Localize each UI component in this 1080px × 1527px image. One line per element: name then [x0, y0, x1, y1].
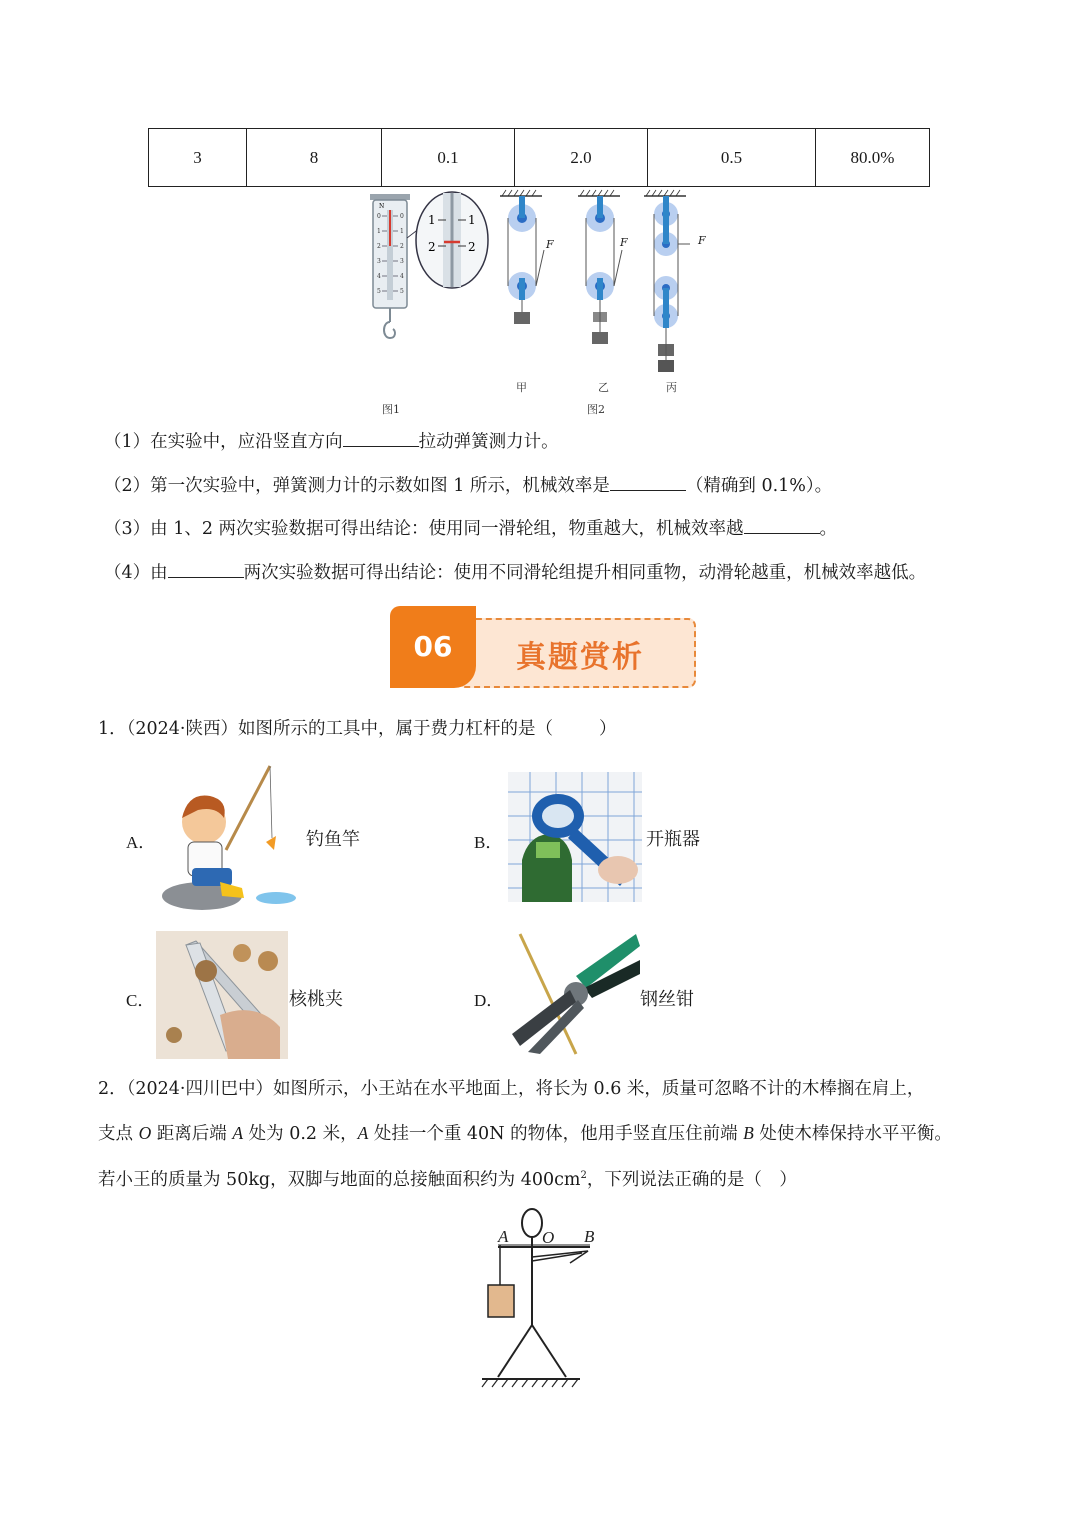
- option-b-letter[interactable]: B．: [474, 833, 503, 852]
- question-text: （3）由 1、2 两次实验数据可得出结论：使用同一滑轮组，物重越大，机械效率越: [104, 519, 744, 539]
- option-d-label[interactable]: 钢丝钳: [640, 989, 694, 1010]
- scale-tick: 3: [377, 258, 381, 265]
- lever-person-diagram: [478, 1205, 602, 1391]
- scale-tick: 0: [377, 213, 381, 220]
- variable: O: [138, 1123, 152, 1143]
- pulley-experiment-figure: [360, 188, 720, 420]
- problem-text: 若小王的质量为 50kg，双脚与地面的总接触面积约为 400cm: [98, 1169, 581, 1190]
- question-text: （1）在实验中，应沿竖直方向: [104, 432, 343, 452]
- scale-tick: 1: [377, 228, 381, 235]
- fishing-rod-image[interactable]: [158, 758, 304, 913]
- problem-text: ，下列说法正确的是（ ）: [586, 1169, 797, 1190]
- point-b-label: B: [584, 1227, 595, 1246]
- figure-2-caption: 图2: [587, 403, 605, 416]
- superscript: 2: [580, 1170, 587, 1181]
- table-cell: 0.1: [382, 129, 515, 187]
- problem-text: 处使木棒保持水平平衡。: [753, 1124, 952, 1144]
- problem-text: 处挂一个重 40N 的物体，他用手竖直压住前端: [368, 1124, 744, 1144]
- variable: A: [357, 1123, 369, 1143]
- scale-unit: N: [379, 203, 385, 210]
- problem-2-line-2: [98, 1121, 952, 1146]
- force-label: F: [698, 234, 706, 247]
- zoom-tick: 1: [428, 213, 436, 227]
- data-table: [148, 128, 930, 187]
- question-2: [104, 472, 832, 498]
- answer-blank[interactable]: [343, 428, 419, 447]
- question-text: 拉动弹簧测力计。: [418, 432, 559, 452]
- setup-label-jia: 甲: [516, 381, 527, 394]
- question-1: [104, 428, 559, 454]
- banner-title: 真题赏析: [516, 640, 644, 675]
- scale-tick: 5: [400, 288, 404, 295]
- problem-2-line-1: 2．（2024·四川巴中）如图所示，小王站在水平地面上，将长为 0.6 米，质量可忽略不计的木棒搁在肩上，: [98, 1079, 925, 1099]
- bottle-opener-image[interactable]: [508, 772, 642, 902]
- question-text: 。: [819, 519, 838, 539]
- figure-1-caption: 图1: [382, 403, 400, 416]
- table-cell: 3: [149, 129, 247, 187]
- answer-blank[interactable]: [744, 515, 820, 534]
- question-3: [104, 515, 837, 541]
- pliers-image[interactable]: [506, 930, 640, 1056]
- setup-label-bing: 丙: [666, 381, 677, 394]
- point-o-label: O: [542, 1228, 555, 1247]
- scale-tick: 3: [400, 258, 404, 265]
- spring-scale-illustration: [370, 192, 488, 338]
- table-cell: 80.0%: [816, 129, 930, 187]
- problem-text: 支点: [98, 1124, 139, 1144]
- option-a-letter[interactable]: A．: [126, 833, 156, 852]
- option-c-label[interactable]: 核桃夹: [289, 989, 343, 1010]
- zoom-tick: 2: [468, 240, 476, 254]
- question-4: [104, 559, 926, 585]
- problem-text: 处为 0.2 米，: [243, 1124, 358, 1144]
- nutcracker-image[interactable]: [156, 931, 288, 1059]
- scale-tick: 5: [377, 288, 381, 295]
- zoom-tick: 2: [428, 240, 436, 254]
- scale-tick: 2: [377, 243, 381, 250]
- table-cell: 2.0: [515, 129, 648, 187]
- force-label: F: [620, 236, 628, 249]
- answer-blank[interactable]: [610, 472, 686, 491]
- problem-text: ）: [598, 719, 617, 739]
- table-cell: 0.5: [648, 129, 816, 187]
- scale-tick: 1: [400, 228, 404, 235]
- question-text: （4）由: [104, 563, 168, 583]
- section-banner: [388, 606, 694, 690]
- problem-text: 1．（2024·陕西）如图所示的工具中，属于费力杠杆的是（: [98, 719, 553, 739]
- answer-blank[interactable]: [168, 559, 244, 578]
- option-a-label[interactable]: 钓鱼竿: [306, 829, 360, 850]
- zoom-tick: 1: [468, 213, 476, 227]
- scale-tick: 2: [400, 243, 404, 250]
- question-text: 两次实验数据可得出结论：使用不同滑轮组提升相同重物，动滑轮越重，机械效率越低。: [243, 563, 927, 583]
- variable: B: [743, 1123, 754, 1143]
- setup-label-yi: 乙: [598, 381, 609, 394]
- pulley-setup-bing: [644, 190, 690, 372]
- problem-text: 距离后端: [151, 1124, 233, 1144]
- scale-tick: 4: [400, 273, 404, 280]
- option-c-letter[interactable]: C．: [126, 991, 155, 1010]
- table-row: [149, 129, 930, 187]
- option-b-label[interactable]: 开瓶器: [646, 829, 700, 850]
- problem-1-stem: [98, 717, 616, 741]
- problem-2-line-3: [98, 1164, 797, 1192]
- question-text: （2）第一次实验中，弹簧测力计的示数如图 1 所示，机械效率是: [104, 476, 610, 496]
- scale-tick: 0: [400, 213, 404, 220]
- table-cell: 8: [247, 129, 382, 187]
- question-text: （精确到 0.1%）。: [685, 476, 833, 496]
- force-label: F: [546, 238, 554, 251]
- pulley-setup-jia: [500, 190, 544, 324]
- scale-tick: 4: [377, 273, 381, 280]
- point-a-label: A: [498, 1227, 509, 1246]
- pulley-setup-yi: [578, 190, 622, 344]
- option-d-letter[interactable]: D．: [474, 991, 504, 1010]
- variable: A: [232, 1123, 244, 1143]
- banner-number: 06: [390, 606, 476, 688]
